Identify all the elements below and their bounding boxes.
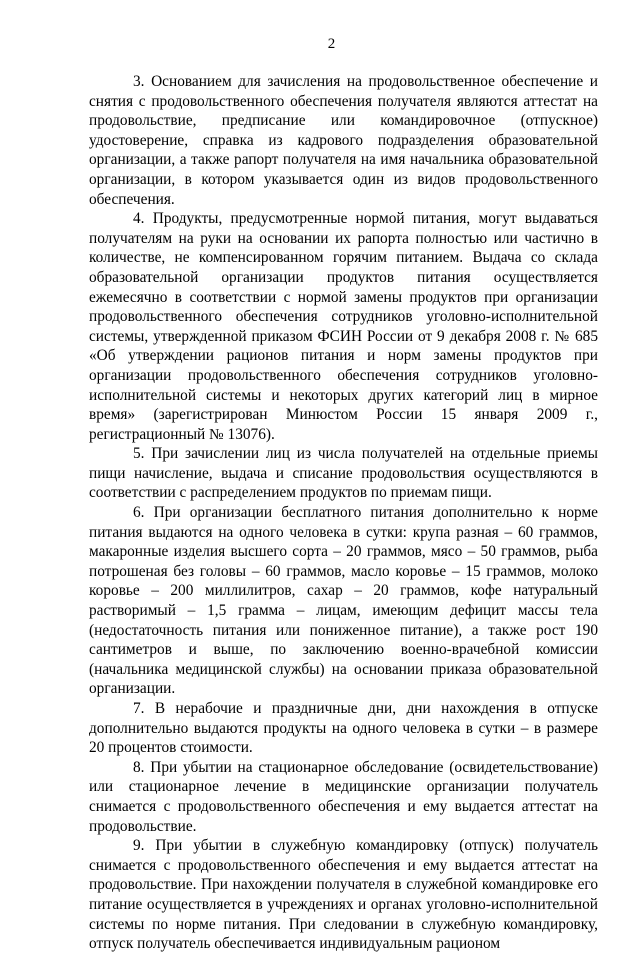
paragraph-6: 6. При организации бесплатного питания дополнительно к норме питания выдаются на одного человека в сутки: крупа разная – 60 граммов, макаронные изделия высшего сорта – 20 граммов, мясо – 50 граммов, рыба потрошеная без головы – 60 граммов, масло коровье – 15 граммов, молоко коровье – 200 миллилитров, сахар – 20 граммов, кофе натуральный растворимый – 1,5 грамма – лицам, имеющим дефицит массы тела (недостаточность питания или пониженное питание), а также рост 190 сантиметров и выше, по заключению военно-врачебной комиссии (начальника медицинской службы) на основании приказа образовательной организации. <box>89 504 598 698</box>
body-text <box>89 72 598 954</box>
page-number: 2 <box>327 36 336 52</box>
paragraph-4: 4. Продукты, предусмотренные нормой питания, могут выдаваться получателям на руки на основании их рапорта полностью или частично в количестве, не компенсированном горячим питанием. Выдача со склада образовательной организации продуктов питания осуществляется ежемесячно в соответствии с нормой замены продуктов при организации продовольственного обеспечения сотрудников уголовно-исполнительной системы, утвержденной приказом ФСИН России от 9 декабря 2008 г. № 685 «Об утверждении рационов питания и норм замены продуктов при организации продовольственного обеспечения сотрудников уголовно-исполнительной системы и некоторых других категорий лиц в мирное время» (зарегистрирован Минюстом России 15 января 2009 г., регистрационный № 13076). <box>89 210 598 443</box>
paragraph-3: 3. Основанием для зачисления на продовольственное обеспечение и снятия с продовольственного обеспечения получателя являются аттестат на продовольствие, предписание или командировочное (отпускное) удостоверение, справка из кадрового подразделения образовательной организации, а также рапорт получателя на имя начальника образовательной организации, в котором указывается один из видов продовольственного обеспечения. <box>89 73 598 208</box>
paragraph-9: 9. При убытии в служебную командировку (отпуск) получатель снимается с продовольственного обеспечения и ему выдается аттестат на продовольствие. При нахождении получателя в служебной командировке его питание осуществляется в учреждениях и органах уголовно-исполнительной системы по норме питания. При следовании в служебную командировку, отпуск получатель обеспечивается индивидуальным рационом <box>89 837 598 953</box>
paragraph-7: 7. В нерабочие и праздничные дни, дни нахождения в отпуске дополнительно выдаются продукты на одного человека в сутки – в размере 20 процентов стоимости. <box>89 700 598 757</box>
paragraph-5: 5. При зачислении лиц из числа получателей на отдельные приемы пищи начисление, выдача и списание продовольствия осуществляются в соответствии с распределением продуктов по приемам пищи. <box>89 445 598 502</box>
paragraph-8: 8. При убытии на стационарное обследование (освидетельствование) или стационарное лечение в медицинские организации получатель снимается с продовольственного обеспечения и ему выдается аттестат на продовольствие. <box>89 758 598 835</box>
